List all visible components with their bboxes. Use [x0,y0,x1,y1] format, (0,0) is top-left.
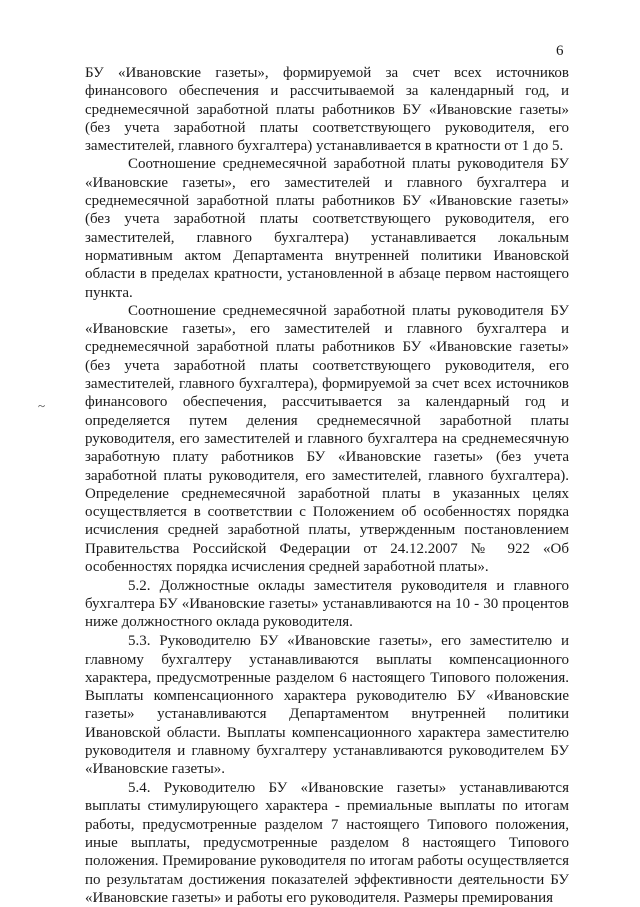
paragraph-ratio-calculation: Соотношение среднемесячной заработной платы руководителя БУ «Ивановские газеты», его заместителей и главного бухгалтера и среднемесячной заработной платы работников БУ «Ивановские газеты» (без учета заработной платы соответствующего руководителя, его заместителей, главного бухгалтера), формируемой за счет всех источников финансового обеспечения, рассчитывается за календарный год и определяется путем деления среднемесячной заработной платы руководителя, его заместителей и главного бухгалтера на среднемесячную заработную плату работников БУ «Ивановские газеты» (без учета заработной платы руководителя, его заместителей, главного бухгалтера). Определение среднемесячной заработной платы в указанных целях осуществляется в соответствии с Положением об особенностях порядка исчисления средней заработной платы, утвержденным постановлением Правительства Российской Федерации от 24.12.2007 № 922 «Об особенностях порядка исчисления средней заработной платы». [85,302,569,576]
paragraph-5-3: 5.3. Руководителю БУ «Ивановские газеты», его заместителю и главному бухгалтеру устанавливаются выплаты компенсационного характера, предусмотренные разделом 6 настоящего Типового положения. Выплаты компенсационного характера руководителю БУ «Ивановские газеты» устанавливаются Департаментом внутренней политики Ивановской области. Выплаты компенсационного характера заместителю руководителя и главному бухгалтеру устанавливаются руководителем БУ «Ивановские газеты». [85,633,569,778]
page-number: 6 [556,43,564,59]
paragraph-ratio-act: Соотношение среднемесячной заработной платы руководителя БУ «Ивановские газеты», его заместителей и главного бухгалтера и среднемесячной заработной платы работников БУ «Ивановские газеты» (без учета заработной платы соответствующего руководителя, его заместителей, главного бухгалтера) устанавливается локальным нормативным актом Департамента внутренней политики Ивановской области в пределах кратности, установленной в абзаце первом настоящего пункта. [85,156,569,301]
paragraph-5-2: 5.2. Должностные оклады заместителя руководителя и главного бухгалтера БУ «Ивановские газеты» устанавливаются на 10 - 30 процентов ниже должностного оклада руководителя. [85,577,569,631]
document-body [85,64,569,907]
paragraph-5-4: 5.4. Руководителю БУ «Ивановские газеты» устанавливаются выплаты стимулирующего характера - премиальные выплаты по итогам работы, предусмотренные разделом 7 настоящего Типового положения, иные выплаты, предусмотренные разделом 8 настоящего Типового положения. Премирование руководителя по итогам работы осуществляется по результатам достижения показателей эффективности деятельности БУ «Ивановские газеты» и работы его руководителя. Размеры премирования [85,780,569,906]
margin-mark: ~ [38,398,46,413]
paragraph-ratio-limit: БУ «Ивановские газеты», формируемой за счет всех источников финансового обеспечения и рассчитываемой за календарный год, и среднемесячной заработной платы работников БУ «Ивановские газеты» (без учета заработной платы соответствующего руководителя, его заместителей, главного бухгалтера) устанавливается в кратности от 1 до 5. [85,65,569,155]
